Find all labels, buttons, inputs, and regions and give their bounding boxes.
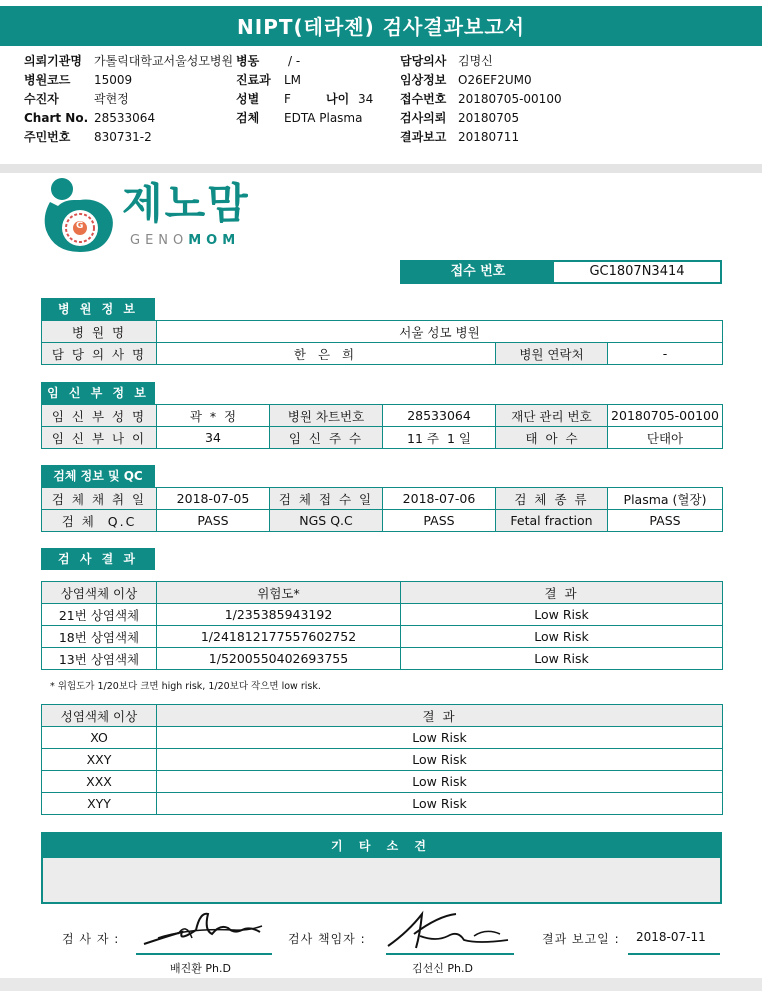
report-date-label: 결과보고 [400, 130, 447, 144]
clinical-info-label: 임상정보 [400, 73, 447, 87]
chromosome-name: 21번 상염색체 [42, 604, 157, 626]
chief-signature [378, 906, 514, 952]
table-row [42, 648, 723, 670]
request-date-label: 검사의뢰 [400, 111, 447, 125]
risk-col-header: 위험도* [157, 582, 401, 604]
sex-chromosome-table [41, 704, 723, 815]
chart-no-value: 28533064 [94, 111, 156, 125]
logo-name: 제노맘 [122, 179, 250, 228]
risk-note: * 위험도가 1/20보다 크면 high risk, 1/20보다 작으면 low risk. [50, 681, 321, 692]
age-value: 34 [358, 92, 374, 106]
header-left [24, 52, 254, 147]
patient-label: 수진자 [24, 92, 59, 106]
specimen-qc-label: 검 체 Q.C [42, 510, 157, 532]
weeks-value: 11 주 1 일 [383, 427, 496, 449]
fetal-fraction-value: PASS [608, 510, 723, 532]
contact-value: - [608, 343, 723, 365]
report-date-label: 결과 보고일 : [542, 932, 620, 946]
request-date-value: 20180705 [458, 111, 520, 125]
result-value: Low Risk [157, 771, 723, 793]
resident-no-label: 주민번호 [24, 130, 71, 144]
specimen-qc-value: PASS [157, 510, 270, 532]
collect-date-value: 2018-07-05 [157, 488, 270, 510]
other-remarks-box [41, 832, 722, 904]
mgmt-no-value: 20180705-00100 [608, 405, 723, 427]
fetus-count-label: 태 아 수 [496, 427, 608, 449]
table-row [42, 771, 723, 793]
pregnant-section-heading: 임 신 부 정 보 [41, 382, 155, 404]
header-row [24, 71, 254, 90]
tester-signature [138, 904, 266, 950]
karyotype-name: XXY [42, 749, 157, 771]
dept-value: LM [284, 73, 302, 87]
report-date-value: 20180711 [458, 130, 520, 144]
chart-no-value: 28533064 [383, 405, 496, 427]
chart-no-label: 병원 차트번호 [270, 405, 383, 427]
chromosome-name: 13번 상염색체 [42, 648, 157, 670]
result-value: Low Risk [401, 648, 723, 670]
karyotype-name: XXX [42, 771, 157, 793]
logo-subtitle [130, 233, 240, 248]
footer-band [0, 978, 762, 991]
specimen-section-heading: 검체 정보 및 QC [41, 465, 155, 487]
logo-subtitle-geno: GENO [130, 233, 189, 248]
fetal-fraction-label: Fetal fraction [496, 510, 608, 532]
doctor-name-label: 담 당 의 사 명 [42, 343, 157, 365]
table-header-row [42, 705, 723, 727]
result-value: Low Risk [401, 626, 723, 648]
specimen-type-value: Plasma (혈장) [608, 488, 723, 510]
table-row [42, 749, 723, 771]
table-header-row [42, 582, 723, 604]
karyotype-name: XO [42, 727, 157, 749]
sex-chrom-col-header: 성염색체 이상 [42, 705, 157, 727]
report-date-value: 2018-07-11 [636, 930, 706, 944]
logo-subtitle-mom: MOM [188, 233, 241, 248]
collect-date-label: 검 체 채 취 일 [42, 488, 157, 510]
table-row [42, 321, 723, 343]
chief-label: 검사 책임자 : [288, 932, 366, 946]
pregnant-name-label: 임 신 부 성 명 [42, 405, 157, 427]
risk-value: 1/235385943192 [157, 604, 401, 626]
ngs-qc-value: PASS [383, 510, 496, 532]
tester-label: 검 사 자 : [62, 932, 120, 946]
table-row [42, 793, 723, 815]
header-row [24, 128, 254, 147]
hospital-name-value: 서울 성모 병원 [157, 321, 723, 343]
hospital-code-label: 병원코드 [24, 73, 71, 87]
receipt-value: GC1807N3414 [589, 264, 685, 279]
autosomal-col-header: 상염색체 이상 [42, 582, 157, 604]
report-date-line [628, 953, 720, 955]
header-row [24, 52, 254, 71]
receipt-label: 접수 번호 [402, 262, 554, 282]
dept-label: 진료과 [236, 73, 271, 87]
table-row [42, 405, 723, 427]
logo-mark [40, 176, 120, 256]
tester-name: 배진환 Ph.D [170, 962, 231, 975]
hospital-table [41, 320, 723, 365]
institution-value: 가톨릭대학교서울성모병원 [94, 54, 234, 68]
header-right [400, 52, 620, 147]
table-row [42, 727, 723, 749]
table-row [42, 626, 723, 648]
report-title: NIPT(테라젠) 검사결과보고서 [0, 6, 762, 46]
header-row [24, 90, 254, 109]
other-remarks-content [43, 858, 720, 902]
logo-badge-letter: G [76, 221, 84, 231]
clinical-info-value: O26EF2UM0 [458, 73, 532, 87]
table-row [42, 510, 723, 532]
receive-date-label: 검 체 접 수 일 [270, 488, 383, 510]
table-row [42, 427, 723, 449]
sex-result-col-header: 결 과 [157, 705, 723, 727]
ward-value: / - [288, 54, 301, 68]
table-row [42, 343, 723, 365]
result-value: Low Risk [157, 793, 723, 815]
autosomal-table [41, 581, 723, 670]
header-divider [0, 164, 762, 173]
contact-label: 병원 연락처 [496, 343, 608, 365]
hospital-code-value: 15009 [94, 73, 133, 87]
pregnant-age-label: 임 신 부 나 이 [42, 427, 157, 449]
results-section-heading: 검 사 결 과 [41, 548, 155, 570]
ngs-qc-label: NGS Q.C [270, 510, 383, 532]
weeks-label: 임 신 주 수 [270, 427, 383, 449]
doctor-name-value: 한 은 희 [157, 343, 496, 365]
header-row [24, 109, 254, 128]
receipt-no-label: 접수번호 [400, 92, 447, 106]
ward-label: 병동 [236, 54, 260, 68]
table-row [42, 604, 723, 626]
chief-name: 김선신 Ph.D [412, 962, 473, 975]
pregnant-table [41, 404, 723, 449]
sex-label: 성별 [236, 92, 260, 106]
hospital-name-label: 병 원 명 [42, 321, 157, 343]
chart-no-label: Chart No. [24, 111, 89, 125]
age-label: 나이 [326, 92, 350, 106]
chief-signature-line [386, 953, 514, 955]
result-value: Low Risk [157, 749, 723, 771]
result-value: Low Risk [401, 604, 723, 626]
pregnant-age-value: 34 [157, 427, 270, 449]
tester-signature-line [136, 953, 272, 955]
specimen-value: EDTA Plasma [284, 111, 363, 125]
sex-value: F [284, 92, 291, 106]
specimen-table [41, 487, 723, 532]
receipt-no-value: 20180705-00100 [458, 92, 562, 106]
receive-date-value: 2018-07-06 [383, 488, 496, 510]
specimen-type-label: 검 체 종 류 [496, 488, 608, 510]
receipt-box [400, 260, 722, 284]
pregnant-name-value: 곽 * 정 [157, 405, 270, 427]
result-col-header: 결 과 [401, 582, 723, 604]
institution-label: 의뢰기관명 [24, 54, 82, 68]
fetus-count-value: 단태아 [608, 427, 723, 449]
risk-value: 1/241812177557602752 [157, 626, 401, 648]
chromosome-name: 18번 상염색체 [42, 626, 157, 648]
header-mid [236, 52, 386, 128]
doctor-label: 담당의사 [400, 54, 447, 68]
hospital-section-heading: 병 원 정 보 [41, 298, 155, 320]
specimen-label: 검체 [236, 111, 260, 125]
resident-no-value: 830731-2 [94, 130, 152, 144]
other-remarks-heading: 기 타 소 견 [43, 834, 720, 858]
risk-value: 1/5200550402693755 [157, 648, 401, 670]
mgmt-no-label: 재단 관리 번호 [496, 405, 608, 427]
table-row [42, 488, 723, 510]
doctor-value: 김명신 [458, 54, 493, 68]
result-value: Low Risk [157, 727, 723, 749]
patient-value: 곽현정 [94, 92, 129, 106]
karyotype-name: XYY [42, 793, 157, 815]
